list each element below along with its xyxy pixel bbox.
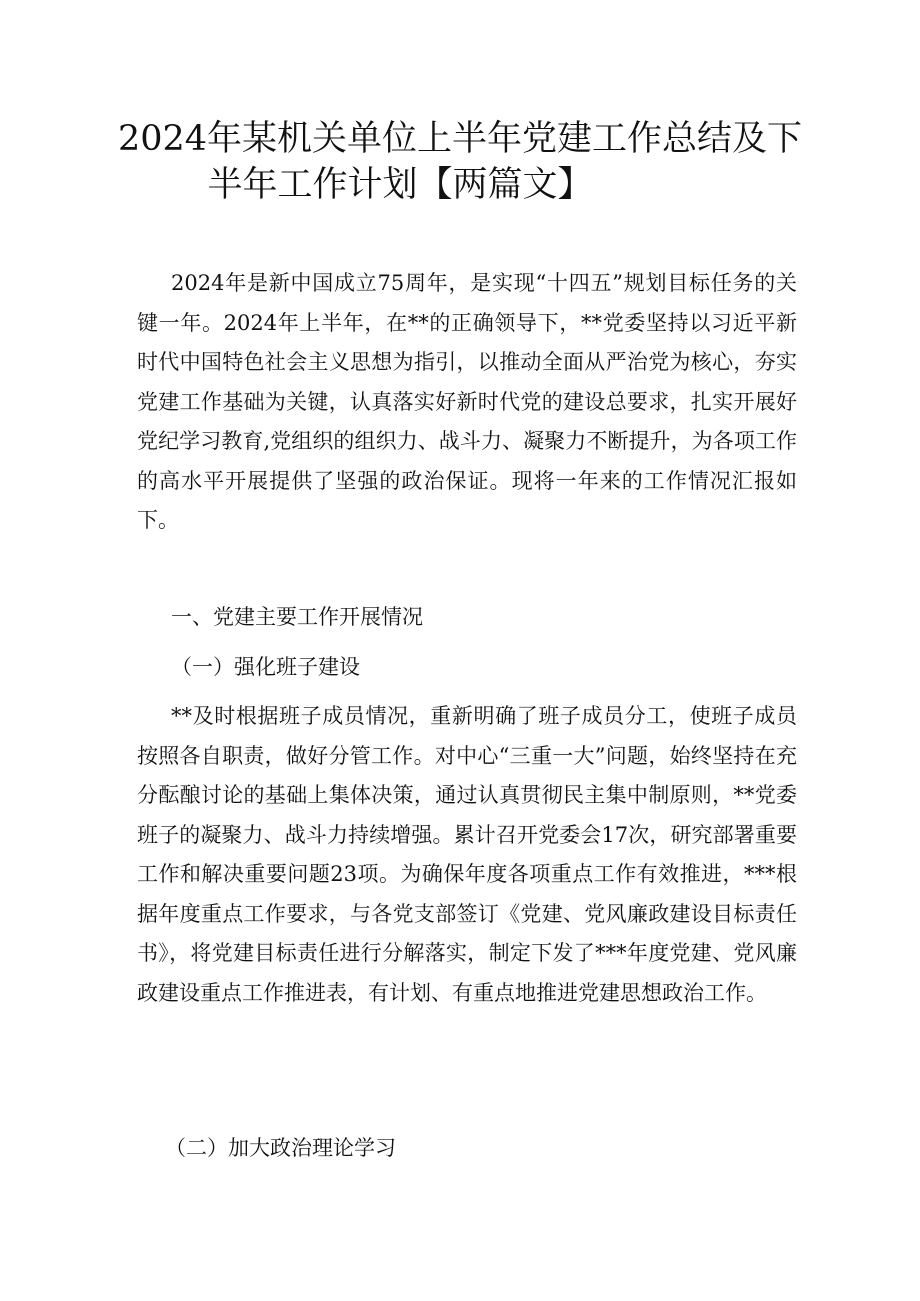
subsection-heading-1: （一）强化班子建设	[171, 655, 360, 679]
subsection-heading-2: （二）加大政治理论学习	[165, 1136, 396, 1160]
intro-paragraph: 2024年是新中国成立75周年，是实现“十四五”规划目标任务的关键一年。2024年上半年，在**的正确领导下，**党委坚持以习近平新时代中国特色社会主义思想为指引，以推动全面从严治党为核心，夯实党建工作基础为关键，认真落实好新时代党的建设总要求，扎实开展好党纪学习教育,党组织的组织力、战斗力、凝聚力不断提升，为各项工作的高水平开展提供了坚强的政治保证。现将一年来的工作情况汇报如下。	[137, 271, 797, 532]
subsection-1-paragraph: **及时根据班子成员情况，重新明确了班子成员分工，使班子成员按照各自职责，做好分管工作。对中心“三重一大”问题，始终坚持在充分酝酿讨论的基础上集体决策，通过认真贯彻民主集中制原则，**党委班子的凝聚力、战斗力持续增强。累计召开党委会17次，研究部署重要工作和解决重要问题23项。为确保年度各项重点工作有效推进，***根据年度重点工作要求，与各党支部签订《党建、党风廉政建设目标责任书》，将党建目标责任进行分解落实，制定下发了***年度党建、党风廉政建设重点工作推进表，有计划、有重点地推进党建思想政治工作。	[137, 704, 797, 1005]
document-title-line-2: 半年工作计划【两篇文】	[207, 165, 593, 205]
section-heading-1: 一、党建主要工作开展情况	[171, 605, 423, 629]
document-title-line-1: 2024年某机关单位上半年党建工作总结及下	[117, 119, 803, 159]
